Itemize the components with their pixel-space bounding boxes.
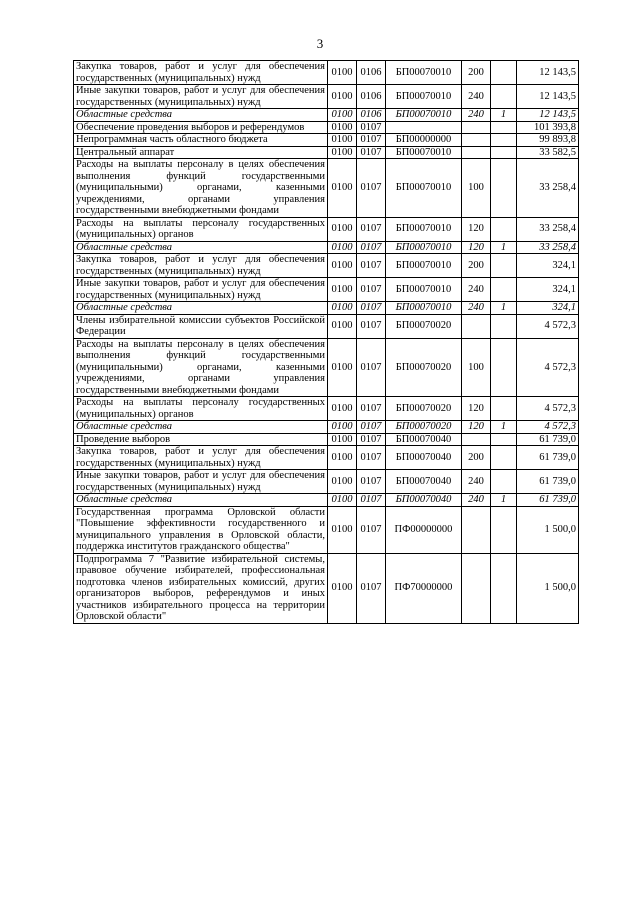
funding-source-code: 1 [491,109,517,122]
expense-type-code [462,553,491,623]
section-code: 0100 [328,314,357,338]
table-row [74,254,579,278]
section-code: 0100 [328,446,357,470]
section-code: 0100 [328,421,357,434]
amount: 12 143,5 [517,61,579,85]
row-name: Иные закупки товаров, работ и услуг для обеспечения государственных (муниципальных) нужд [74,470,328,494]
expense-type-code: 240 [462,278,491,302]
table-row [74,121,579,134]
section-code: 0100 [328,278,357,302]
funding-source-code [491,433,517,446]
subsection-code: 0107 [357,121,386,134]
expense-type-code [462,314,491,338]
table-row [74,134,579,147]
table-row [74,85,579,109]
expense-type-code: 200 [462,254,491,278]
amount: 61 739,0 [517,470,579,494]
target-article-code: БП00070010 [386,109,462,122]
funding-source-code [491,254,517,278]
target-article-code: ПФ00000000 [386,506,462,553]
target-article-code [386,121,462,134]
section-code: 0100 [328,109,357,122]
amount: 33 582,5 [517,146,579,159]
section-code: 0100 [328,241,357,254]
amount: 101 393,8 [517,121,579,134]
funding-source-code [491,470,517,494]
amount: 12 143,5 [517,109,579,122]
subsection-code: 0107 [357,254,386,278]
target-article-code: БП00070010 [386,241,462,254]
budget-table-body [74,61,579,624]
funding-source-code [491,446,517,470]
section-code: 0100 [328,470,357,494]
row-name: Расходы на выплаты персоналу государственных (муниципальных) органов [74,217,328,241]
expense-type-code [462,506,491,553]
table-row [74,506,579,553]
table-row [74,217,579,241]
subsection-code: 0107 [357,159,386,218]
section-code: 0100 [328,254,357,278]
expense-type-code [462,121,491,134]
section-code: 0100 [328,433,357,446]
expense-type-code: 240 [462,302,491,315]
target-article-code: БП00070010 [386,85,462,109]
amount: 4 572,3 [517,397,579,421]
funding-source-code: 1 [491,241,517,254]
amount: 33 258,4 [517,159,579,218]
target-article-code: БП00070020 [386,314,462,338]
table-row [74,109,579,122]
target-article-code: БП00070010 [386,217,462,241]
table-row [74,146,579,159]
amount: 1 500,0 [517,506,579,553]
target-article-code: БП00070040 [386,446,462,470]
amount: 61 739,0 [517,433,579,446]
target-article-code: БП00070020 [386,397,462,421]
table-row [74,470,579,494]
subsection-code: 0107 [357,134,386,147]
table-row [74,446,579,470]
section-code: 0100 [328,146,357,159]
row-name: Закупка товаров, работ и услуг для обеспечения государственных (муниципальных) нужд [74,254,328,278]
funding-source-code [491,121,517,134]
section-code: 0100 [328,553,357,623]
section-code: 0100 [328,121,357,134]
table-row [74,241,579,254]
subsection-code: 0107 [357,302,386,315]
subsection-code: 0107 [357,506,386,553]
funding-source-code [491,134,517,147]
table-row [74,421,579,434]
row-name: Подпрограмма 7 "Развитие избирательной системы, правовое обучение избирателей, профессиональная подготовка членов избирательных комиссий, других организаторов выборов, референдумов и иных участников избирательного процесса на территории Орловской области" [74,553,328,623]
funding-source-code [491,553,517,623]
amount: 33 258,4 [517,241,579,254]
amount: 324,1 [517,254,579,278]
subsection-code: 0107 [357,146,386,159]
expense-type-code: 200 [462,61,491,85]
target-article-code: БП00070010 [386,254,462,278]
table-row [74,338,579,397]
amount: 4 572,3 [517,338,579,397]
amount: 1 500,0 [517,553,579,623]
row-name: Закупка товаров, работ и услуг для обеспечения государственных (муниципальных) нужд [74,61,328,85]
table-row [74,433,579,446]
subsection-code: 0107 [357,217,386,241]
expense-type-code [462,146,491,159]
amount: 324,1 [517,302,579,315]
subsection-code: 0106 [357,109,386,122]
expense-type-code [462,433,491,446]
target-article-code: БП00070010 [386,278,462,302]
amount: 12 143,5 [517,85,579,109]
row-name: Расходы на выплаты персоналу в целях обеспечения выполнения функций государственными (муниципальными) органами, казенными учреждениями, органами управления государственными внебюджетными фондами [74,159,328,218]
section-code: 0100 [328,506,357,553]
expense-type-code: 100 [462,338,491,397]
amount: 4 572,3 [517,421,579,434]
amount: 4 572,3 [517,314,579,338]
funding-source-code [491,397,517,421]
expense-type-code: 240 [462,85,491,109]
table-row [74,278,579,302]
subsection-code: 0107 [357,494,386,507]
funding-source-code: 1 [491,494,517,507]
expense-type-code: 120 [462,217,491,241]
amount: 61 739,0 [517,494,579,507]
budget-table [73,60,579,624]
subsection-code: 0107 [357,421,386,434]
section-code: 0100 [328,217,357,241]
subsection-code: 0107 [357,314,386,338]
amount: 33 258,4 [517,217,579,241]
row-name: Областные средства [74,241,328,254]
amount: 61 739,0 [517,446,579,470]
page-number: 3 [316,36,324,51]
target-article-code: БП00070010 [386,159,462,218]
funding-source-code [491,217,517,241]
expense-type-code: 120 [462,241,491,254]
expense-type-code: 240 [462,494,491,507]
subsection-code: 0107 [357,278,386,302]
row-name: Непрограммная часть областного бюджета [74,134,328,147]
funding-source-code [491,85,517,109]
row-name: Члены избирательной комиссии субъектов Российской Федерации [74,314,328,338]
target-article-code: БП00070040 [386,470,462,494]
table-row [74,397,579,421]
row-name: Государственная программа Орловской области "Повышение эффективности государственного и муниципального управления в Орловской области, поддержка институтов гражданского общества" [74,506,328,553]
target-article-code: БП00070020 [386,338,462,397]
section-code: 0100 [328,302,357,315]
subsection-code: 0107 [357,446,386,470]
subsection-code: 0107 [357,433,386,446]
row-name: Закупка товаров, работ и услуг для обеспечения государственных (муниципальных) нужд [74,446,328,470]
table-row [74,494,579,507]
expense-type-code: 120 [462,421,491,434]
funding-source-code: 1 [491,302,517,315]
row-name: Центральный аппарат [74,146,328,159]
subsection-code: 0107 [357,338,386,397]
row-name: Иные закупки товаров, работ и услуг для обеспечения государственных (муниципальных) нужд [74,278,328,302]
section-code: 0100 [328,61,357,85]
row-name: Проведение выборов [74,433,328,446]
table-row [74,314,579,338]
subsection-code: 0106 [357,61,386,85]
funding-source-code [491,159,517,218]
row-name: Обеспечение проведения выборов и референдумов [74,121,328,134]
target-article-code: БП00070020 [386,421,462,434]
table-row [74,159,579,218]
row-name: Областные средства [74,421,328,434]
subsection-code: 0107 [357,553,386,623]
funding-source-code [491,146,517,159]
funding-source-code [491,338,517,397]
subsection-code: 0107 [357,241,386,254]
row-name: Областные средства [74,494,328,507]
expense-type-code: 240 [462,109,491,122]
section-code: 0100 [328,134,357,147]
table-row [74,302,579,315]
target-article-code: БП00000000 [386,134,462,147]
target-article-code: БП00070010 [386,302,462,315]
row-name: Расходы на выплаты персоналу в целях обеспечения выполнения функций государственными (муниципальными) органами, казенными учреждениями, органами управления государственными внебюджетными фондами [74,338,328,397]
amount: 99 893,8 [517,134,579,147]
target-article-code: БП00070040 [386,433,462,446]
expense-type-code [462,134,491,147]
funding-source-code [491,506,517,553]
subsection-code: 0107 [357,470,386,494]
expense-type-code: 100 [462,159,491,218]
target-article-code: БП00070010 [386,61,462,85]
row-name: Расходы на выплаты персоналу государственных (муниципальных) органов [74,397,328,421]
table-row [74,61,579,85]
subsection-code: 0106 [357,85,386,109]
expense-type-code: 240 [462,470,491,494]
section-code: 0100 [328,397,357,421]
row-name: Иные закупки товаров, работ и услуг для обеспечения государственных (муниципальных) нужд [74,85,328,109]
section-code: 0100 [328,494,357,507]
section-code: 0100 [328,85,357,109]
row-name: Областные средства [74,302,328,315]
table-row [74,553,579,623]
subsection-code: 0107 [357,397,386,421]
section-code: 0100 [328,159,357,218]
funding-source-code [491,278,517,302]
target-article-code: БП00070040 [386,494,462,507]
row-name: Областные средства [74,109,328,122]
expense-type-code: 120 [462,397,491,421]
funding-source-code [491,314,517,338]
target-article-code: ПФ70000000 [386,553,462,623]
expense-type-code: 200 [462,446,491,470]
funding-source-code [491,61,517,85]
funding-source-code: 1 [491,421,517,434]
amount: 324,1 [517,278,579,302]
section-code: 0100 [328,338,357,397]
target-article-code: БП00070010 [386,146,462,159]
